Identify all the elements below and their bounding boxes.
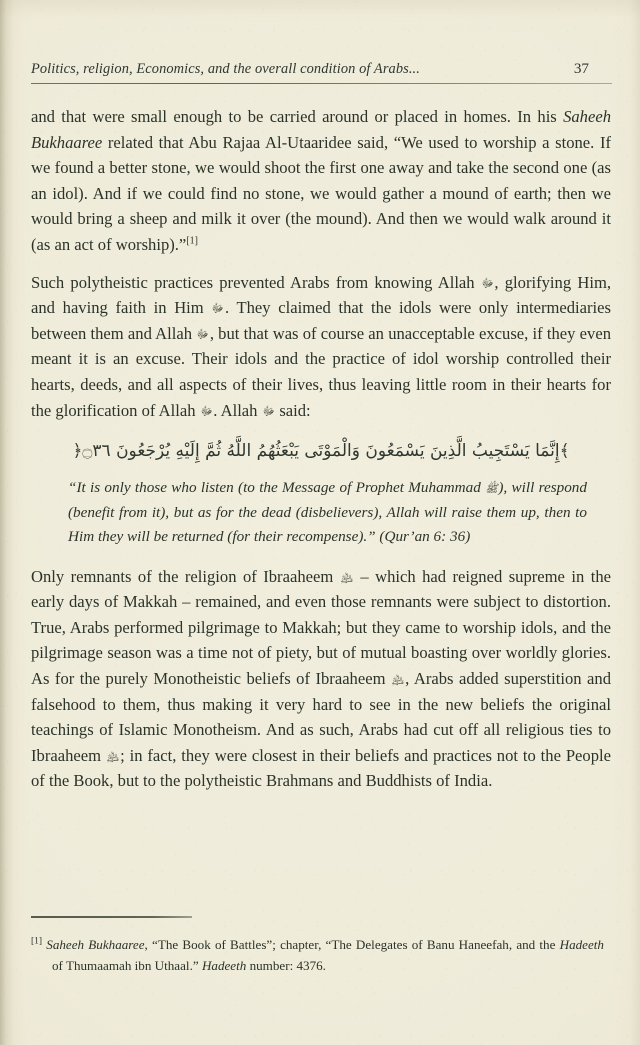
footnote-source-italic: Saheeh Bukhaaree: [46, 936, 145, 952]
header-divider-rule: [31, 83, 612, 84]
footnote-section: [31, 916, 612, 977]
ayah-open-ornate-bracket: ﴾: [559, 441, 570, 462]
para2-part2: , glorifying Him, and having faith in Him: [31, 272, 611, 318]
honorific-glyph-icon: ﷻ: [212, 301, 225, 316]
translation-part2: ), will respond (benefit from it), but as for the dead (disbelievers), Allah will raise them up, then to Him they will be returned (for their recompense).” (Qur’an 6: 36): [68, 479, 587, 546]
paragraph-polytheistic-practices: [31, 270, 611, 424]
quranic-verse-arabic: [31, 436, 611, 466]
running-title: Politics, religion, Economics, and the overall condition of Arabs...: [31, 61, 420, 77]
para2-part5: . Allah: [213, 400, 262, 420]
footnote-divider-rule: [31, 916, 192, 918]
para3-part1: Only remnants of the religion of Ibraaheem: [31, 566, 340, 586]
honorific-glyph-icon: ﷻ: [481, 275, 494, 290]
ayah-arabic-text: إِنَّمَا يَسْتَجِيبُ الَّذِينَ يَسْمَعُونَ وَالْمَوْتَى يَبْعَثُهُمُ اللَّهُ ثُمَّ إِلَيْهِ يُرْجَعُونَ: [116, 441, 560, 462]
footnote-marker: [1]: [31, 936, 43, 947]
para1-book-title-italic: Saheeh Bukhaaree: [31, 107, 611, 152]
para2-part3: . They claimed that the idols were only intermediaries between them and Allah: [31, 298, 611, 343]
body-text-column: [31, 104, 611, 794]
translation-part1: “It is only those who listen (to the Message of Prophet Muhammad: [68, 479, 486, 497]
footnote-part1: , “The Book of Battles”; chapter, “The Delegates of Banu Haneefah, and the: [144, 936, 560, 952]
para1-part1: and that were small enough to be carried around or placed in homes. In his: [31, 107, 564, 126]
para1-part2: related that Abu Rajaa Al-Utaaridee said, “We used to worship a stone. If we found a better stone, we would shoot the first one away and take the second one (as an idol). And if we could find no stone, we would gather a mound of earth; then we would bring a sheep and milk it over (the mound). And then we would walk around it (as an act of worship).”: [31, 132, 611, 254]
ayah-verse-number-marker: ۝٣٦: [82, 441, 111, 462]
honorific-glyph-icon: ﵇: [106, 750, 120, 764]
para2-part4: , but that was of course an unacceptable excuse, if they even meant it is an excuse. Their idols and the practice of idol worship controlled their hearts, deeds, and all aspects of their lives, thus leaving little room in their hearts for the glorification of Allah: [31, 323, 612, 420]
paragraph-ibraaheem-remnants: [31, 564, 611, 794]
para3-part2: – which had reigned supreme in the early days of Makkah – remained, and even those remnants were subject to distortion. True, Arabs performed pilgrimage to Makkah; but they came to worship idols, and the pilgrimage season was a time not of piety, but of mutual boasting over worldly glories. As for the purely Monotheistic beliefs of Ibraaheem: [31, 566, 611, 688]
honorific-glyph-icon: ﷻ: [196, 326, 210, 341]
para2-part1: Such polytheistic practices prevented Arabs from knowing Allah: [31, 272, 481, 292]
footnote-part2: of Thumaamah ibn Uthaal.”: [52, 958, 202, 974]
honorific-glyph-icon: ﷻ: [200, 403, 213, 418]
footnote-reference-marker: [1]: [186, 235, 198, 247]
footnote-hadeeth-italic-2: Hadeeth: [201, 958, 247, 974]
footnote-entry: [31, 934, 612, 977]
paragraph-stone-worship: [31, 104, 611, 258]
honorific-glyph-icon: ﷺ: [485, 482, 498, 496]
honorific-glyph-icon: ﵇: [340, 571, 354, 585]
footnote-hadeeth-italic-1: Hadeeth: [559, 936, 604, 952]
para2-part6: said:: [275, 400, 311, 420]
ayah-close-ornate-bracket: ﴿: [72, 441, 83, 462]
verse-translation-block: [31, 476, 611, 550]
footnote-part3: number: 4376.: [246, 958, 326, 974]
running-header: [31, 60, 612, 84]
para3-part3: , Arabs added superstition and falsehood to them, thus making it very hard to see in the new beliefs the original teachings of Islamic Monotheism. And as such, Arabs had cut off all religious ties to Ibraaheem: [31, 669, 611, 765]
honorific-glyph-icon: ﷻ: [262, 403, 275, 418]
header-row: [31, 60, 612, 78]
para3-part4: ; in fact, they were closest in their beliefs and practices not to the People of the Book, but to the polytheistic Brahmans and Buddhists of India.: [31, 745, 611, 791]
honorific-glyph-icon: ﵇: [391, 674, 405, 687]
page-number: 37: [573, 60, 589, 77]
